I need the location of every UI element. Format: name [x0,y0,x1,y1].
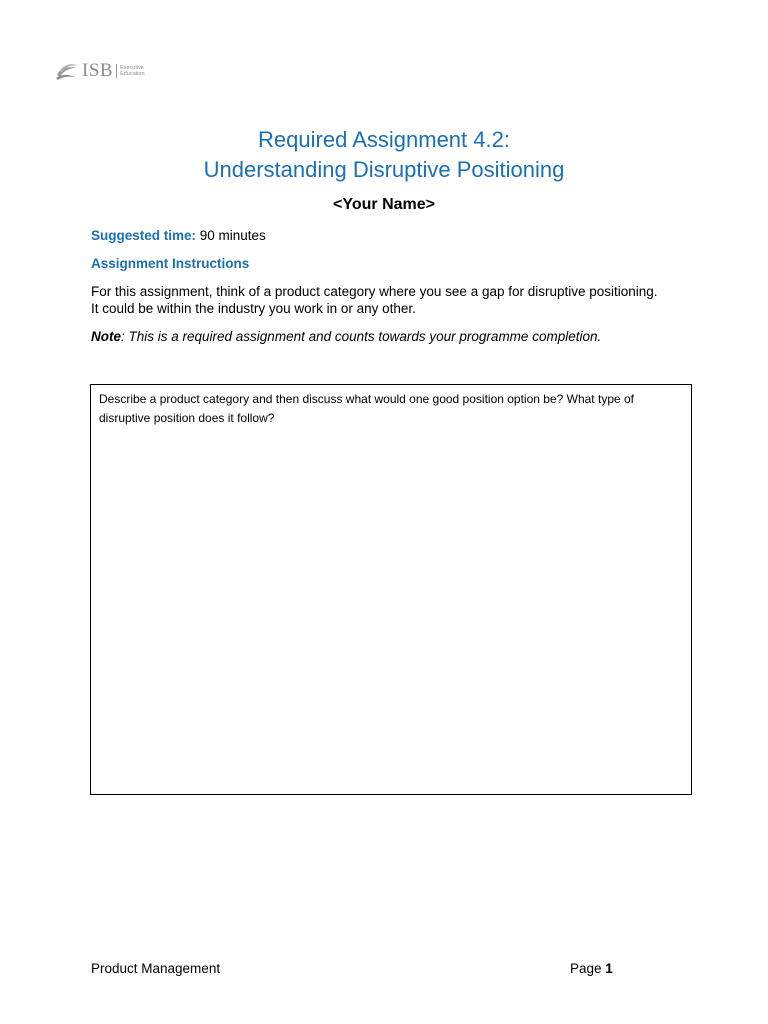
answer-box[interactable] [90,384,692,795]
logo-subtitle [120,65,144,77]
logo-sub-line2: Education [120,71,145,77]
document-title-line1: Required Assignment 4.2: [258,127,510,152]
answer-prompt-line1: Describe a product category and then discuss what would one good position option be? What type of [99,392,635,406]
name-placeholder: <Your Name> [333,196,435,213]
document-title-line2: Understanding Disruptive Positioning [203,157,565,182]
note [91,328,601,345]
instructions-line2: It could be within the industry you work in or any other. [91,301,416,316]
isb-swoosh-icon [54,59,80,83]
isb-logo [54,58,145,84]
logo-wordmark: ISB [82,60,114,81]
footer-course-name: Product Management [91,961,221,976]
footer-page [570,960,613,977]
suggested-time [91,227,266,244]
logo-sub-line1: Executive [120,65,144,71]
suggested-time-label: Suggested time: [91,228,197,243]
answer-prompt-line2: disruptive position does it follow? [99,411,275,425]
instructions-line1: For this assignment, think of a product category where you see a gap for disruptive positioning. [91,284,658,299]
note-text: : This is a required assignment and counts towards your programme completion. [121,329,602,344]
footer-page-number: 1 [605,961,613,976]
footer-page-label: Page [570,961,606,976]
suggested-time-value: 90 minutes [196,228,266,243]
logo-divider [116,64,117,78]
note-label: Note [91,329,121,344]
instructions-heading: Assignment Instructions [91,256,250,271]
